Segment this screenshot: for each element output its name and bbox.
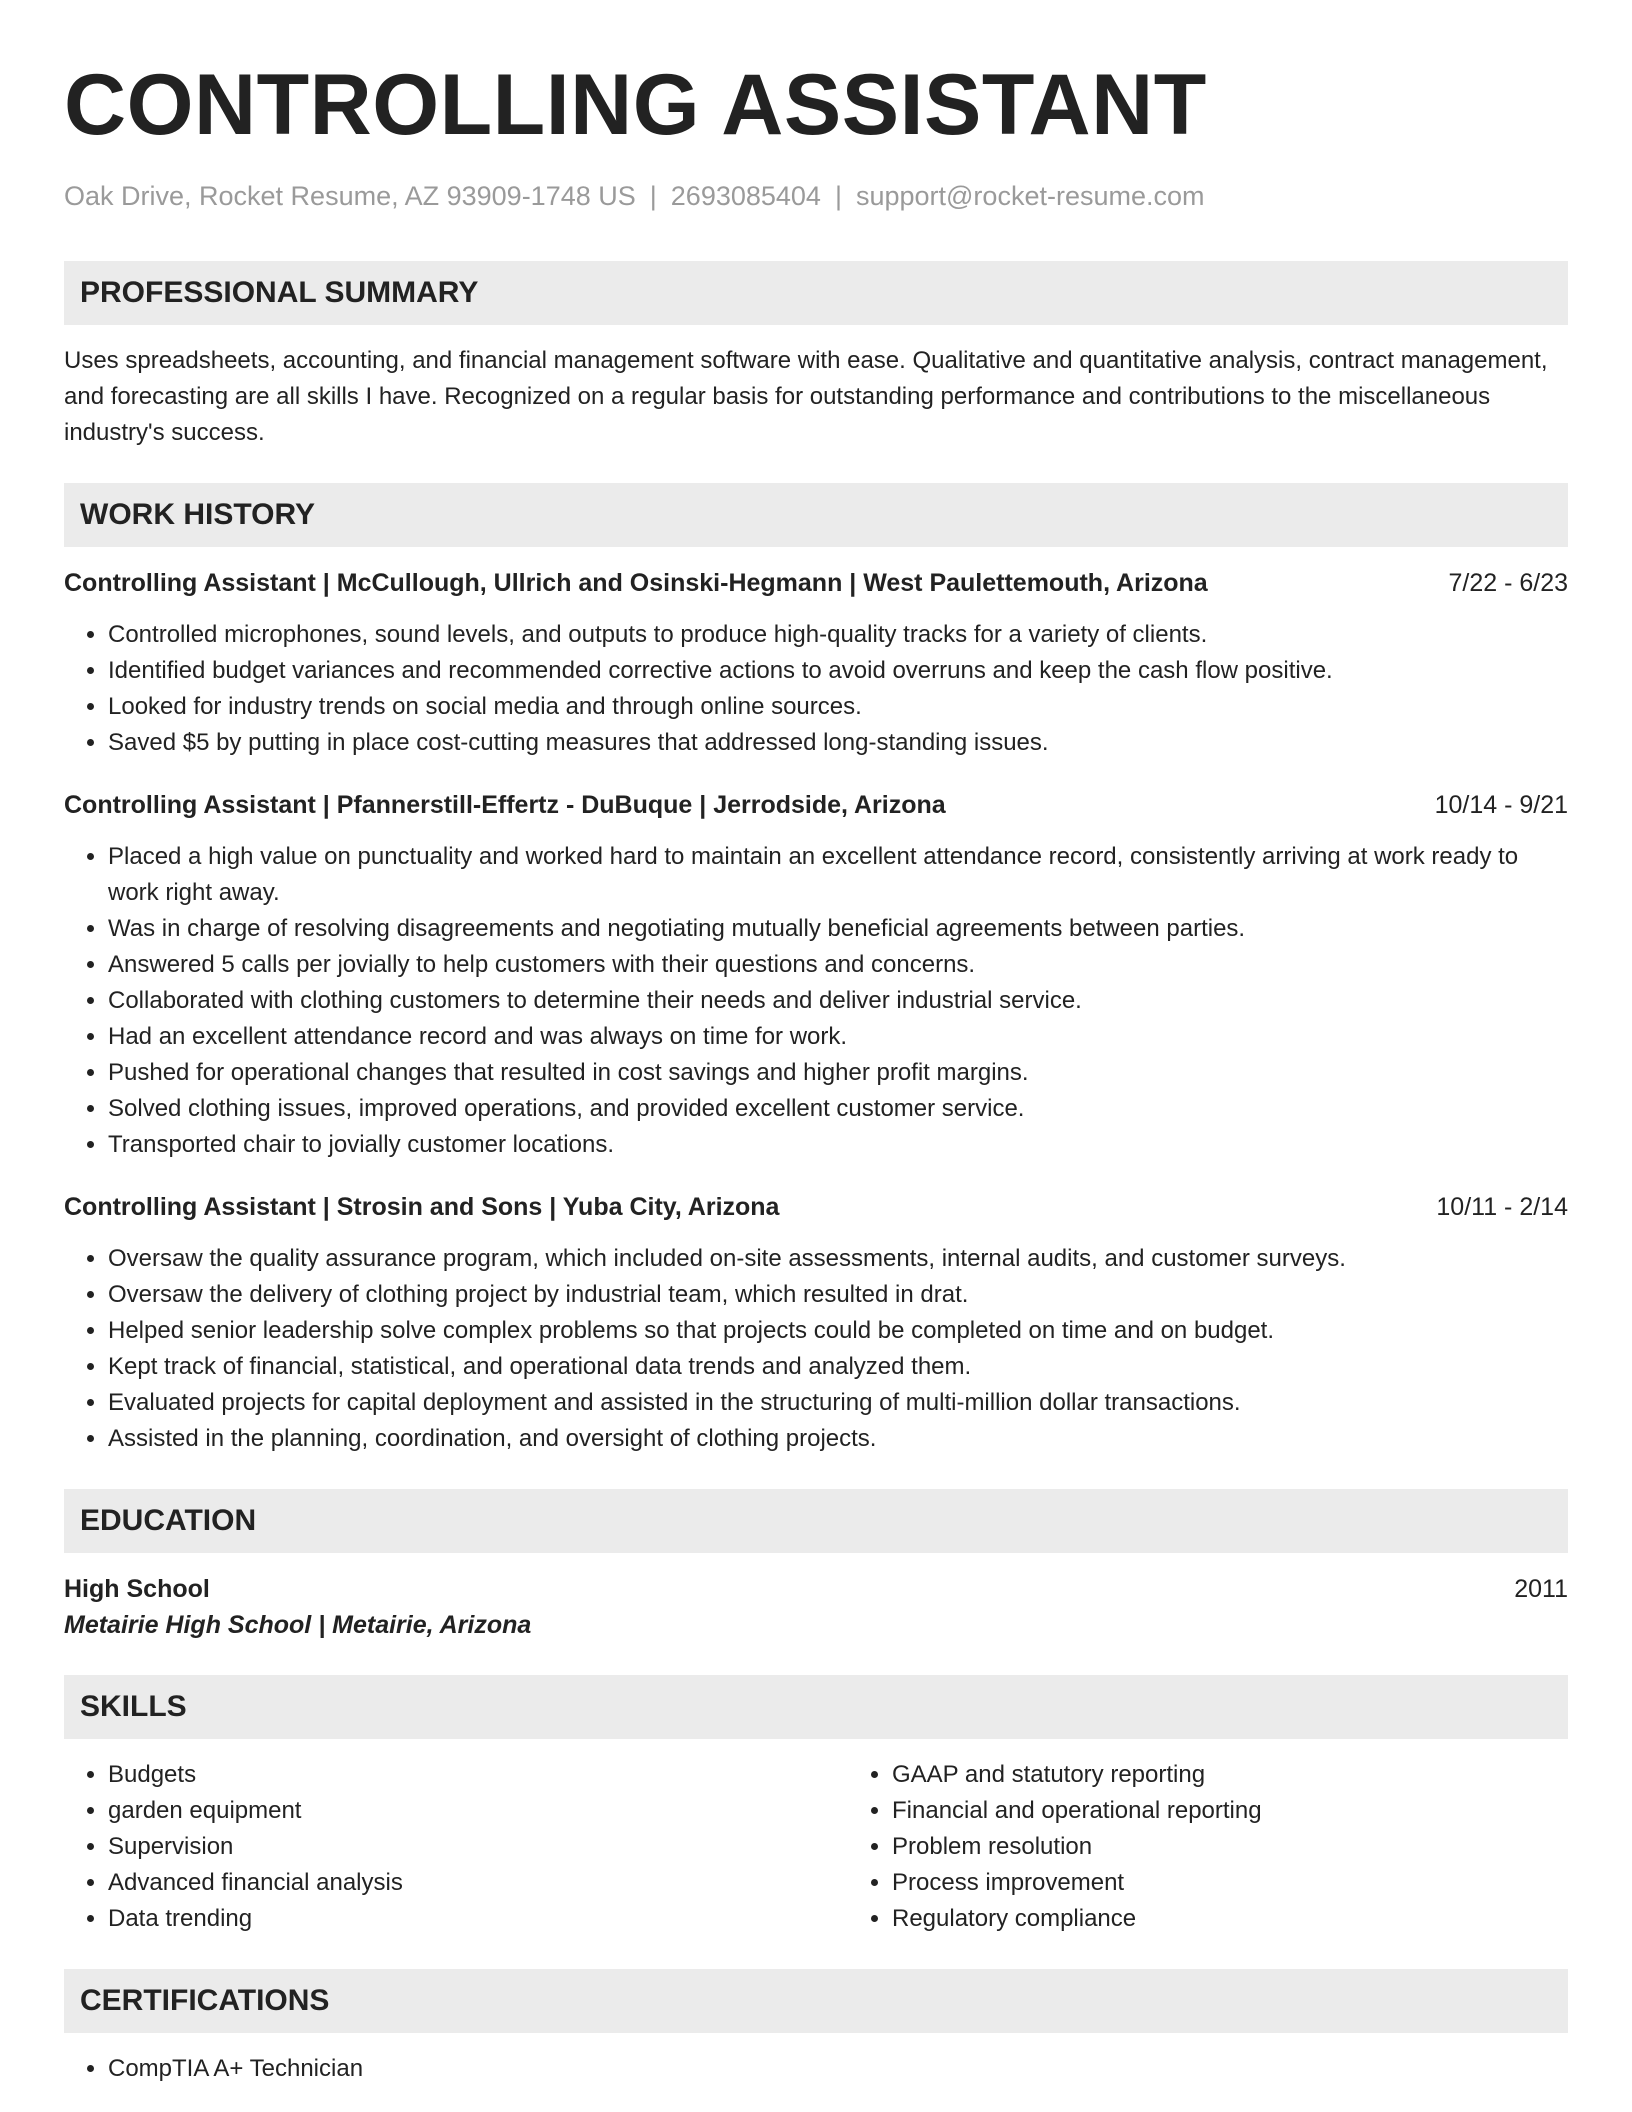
job-title: Controlling Assistant | Pfannerstill-Effertz - DuBuque | Jerrodside, Arizona [64, 791, 946, 820]
job-title: Controlling Assistant | McCullough, Ullrich and Osinski-Hegmann | West Paulettemouth, Arizona [64, 569, 1208, 598]
job-bullet: • Identified budget variances and recommended corrective actions to avoid overruns and keep the cash flow positive. [108, 653, 1568, 689]
contact-phone: 2693085404 [670, 181, 821, 211]
contact-separator: | [649, 181, 657, 211]
contact-separator: | [834, 181, 842, 211]
job-bullet: • Oversaw the quality assurance program, which included on-site assessments, internal audits, and customer surveys. [108, 1241, 1568, 1277]
contact-line [64, 180, 1568, 212]
contact-address: Oak Drive, Rocket Resume, AZ 93909-1748 US [64, 181, 636, 211]
education-year: 2011 [1514, 1575, 1568, 1604]
skill-item: • Data trending [108, 1901, 848, 1937]
job-bullet: • Assisted in the planning, coordination, and oversight of clothing projects. [108, 1421, 1568, 1457]
contact-email: support@rocket-resume.com [855, 181, 1205, 211]
education-school: Metairie High School | Metairie, Arizona [64, 1611, 532, 1640]
skill-item: • Process improvement [892, 1865, 1262, 1901]
job-bullet: • Oversaw the delivery of clothing project by industrial team, which resulted in drat. [108, 1277, 1568, 1313]
job-bullet: • Pushed for operational changes that resulted in cost savings and higher profit margins. [108, 1055, 1568, 1091]
skill-item: • Regulatory compliance [892, 1901, 1262, 1937]
certification-item: • CompTIA A+ Technician [108, 2051, 1568, 2087]
job-bullet: • Saved $5 by putting in place cost-cutting measures that addressed long-standing issues. [108, 725, 1568, 761]
skill-item: • GAAP and statutory reporting [892, 1757, 1262, 1793]
job-bullet: • Kept track of financial, statistical, and operational data trends and analyzed them. [108, 1349, 1568, 1385]
job-bullets [64, 617, 1568, 761]
summary-text: Uses spreadsheets, accounting, and financial management software with ease. Qualitative and quantitative analysis, contract management, and forecasting are all skills I have. Recognized on a regular basis for outstanding performance and contributions to the miscellaneous industry's success. [64, 347, 1548, 447]
job-bullet: • Had an excellent attendance record and was always on time for work. [108, 1019, 1568, 1055]
skills-list-right [848, 1757, 1262, 1937]
job-bullet: • Collaborated with clothing customers to determine their needs and deliver industrial service. [108, 983, 1568, 1019]
job-bullet: • Evaluated projects for capital deployment and assisted in the structuring of multi-million dollar transactions. [108, 1385, 1568, 1421]
job-entry [64, 1189, 1568, 1457]
section-heading-skills: SKILLS [64, 1675, 1568, 1739]
skills-list-left [64, 1757, 848, 1937]
job-bullet: • Was in charge of resolving disagreements and negotiating mutually beneficial agreements between parties. [108, 911, 1568, 947]
job-header [64, 787, 1568, 823]
skill-item: • Financial and operational reporting [892, 1793, 1262, 1829]
job-bullet: • Answered 5 calls per jovially to help customers with their questions and concerns. [108, 947, 1568, 983]
skill-item: • Advanced financial analysis [108, 1865, 848, 1901]
job-bullet: • Controlled microphones, sound levels, and outputs to produce high-quality tracks for a variety of clients. [108, 617, 1568, 653]
job-title: Controlling Assistant | Strosin and Sons | Yuba City, Arizona [64, 1193, 780, 1222]
job-header [64, 1189, 1568, 1225]
job-dates: 10/14 - 9/21 [1434, 791, 1568, 820]
skill-item: • Budgets [108, 1757, 848, 1793]
section-heading-education: EDUCATION [64, 1489, 1568, 1553]
job-bullet: • Solved clothing issues, improved operations, and provided excellent customer service. [108, 1091, 1568, 1127]
job-bullets [64, 1241, 1568, 1457]
section-heading-summary: PROFESSIONAL SUMMARY [64, 261, 1568, 325]
job-bullets [64, 839, 1568, 1163]
skill-item: • Supervision [108, 1829, 848, 1865]
job-bullet: • Transported chair to jovially customer locations. [108, 1127, 1568, 1163]
job-bullet: • Placed a high value on punctuality and worked hard to maintain an excellent attendance record, consistently arriving at work ready to work right away. [108, 839, 1568, 911]
job-entry [64, 787, 1568, 1163]
education-header [64, 1571, 1568, 1607]
education-degree: High School [64, 1575, 210, 1604]
job-dates: 7/22 - 6/23 [1448, 569, 1568, 598]
job-entry [64, 565, 1568, 761]
candidate-name: CONTROLLING ASSISTANT [64, 57, 1207, 153]
job-header [64, 565, 1568, 601]
skill-item: • garden equipment [108, 1793, 848, 1829]
skills-columns [64, 1757, 1568, 1937]
section-heading-work-history: WORK HISTORY [64, 483, 1568, 547]
job-dates: 10/11 - 2/14 [1436, 1193, 1568, 1222]
skill-item: • Problem resolution [892, 1829, 1262, 1865]
job-bullet: • Helped senior leadership solve complex problems so that projects could be completed on time and on budget. [108, 1313, 1568, 1349]
certifications-list [64, 2051, 1568, 2087]
job-bullet: • Looked for industry trends on social media and through online sources. [108, 689, 1568, 725]
section-heading-certifications: CERTIFICATIONS [64, 1969, 1568, 2033]
